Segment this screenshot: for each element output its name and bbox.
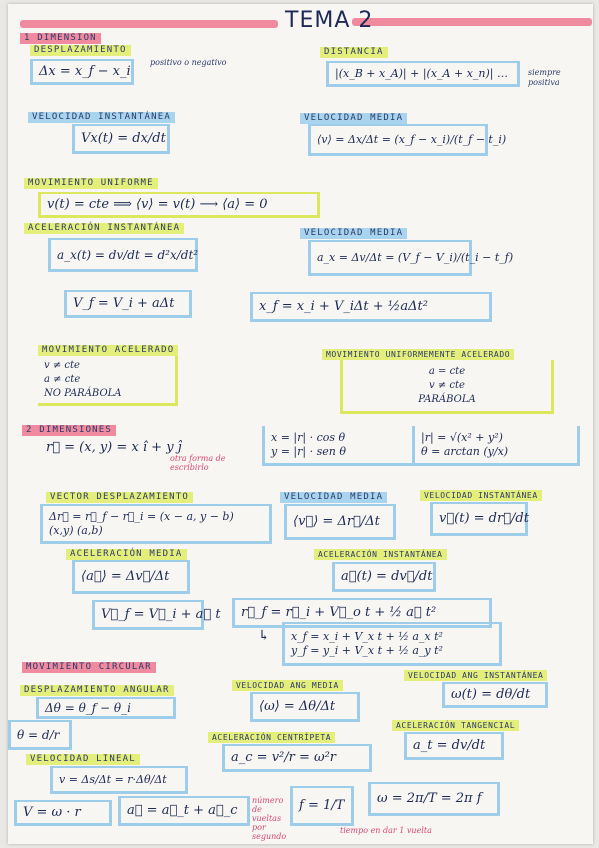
box-modulo [412,426,580,466]
note-siempre: siempre positiva [528,68,561,87]
formula-xf: x_f = x_i + V_iΔt + ½aΔt² [250,292,492,322]
label-vel-media-3: VELOCIDAD MEDIA [280,492,387,503]
modulo-r: |r| = √(x² + y²) [421,430,503,444]
ua-condition-3: PARÁBOLA [418,393,476,405]
label-desplazamiento: DESPLAZAMIENTO [30,45,131,56]
ua-condition-1: a = cte [428,365,466,377]
label-vel-ang-media: VELOCIDAD ANG MEDIA [232,680,343,691]
label-vector-desp: VECTOR DESPLAZAMIENTO [46,492,193,503]
label-acel-inst: ACELERACIÓN INSTANTÁNEA [24,223,184,234]
formula-r: r⃗ = (x, y) = x î + y ĵ [46,440,182,455]
formula-acel-media: a_x = Δv/Δt = (V_f − V_i)/(t_i − t_f) [308,240,472,276]
formula-omega-media: ⟨ω⟩ = Δθ/Δt [250,692,360,722]
box-mov-unif-acel [340,360,554,414]
vector-desp-formula: Δr⃗ = r⃗_f − r⃗_i = (x − a, y − b) [49,509,234,523]
acel-condition-3: NO PARÁBOLA [44,387,122,399]
formula-mov-uniforme: v(t) = cte ⟹ ⟨v⟩ = v(t) ⟶ ⟨a⟩ = 0 [38,192,320,218]
label-mov-unif-acel: MOVIMIENTO UNIFORMEMENTE ACELERADO [322,349,514,360]
formula-acel-centripeta: a_c = v²/r = ω²r [222,744,372,772]
formula-omega-inst: ω(t) = dθ/dt [442,682,548,708]
arrow-icon: ↳ [258,628,270,644]
formula-acel-inst: a_x(t) = dv/dt = d²x/dt² [48,238,198,272]
label-mov-acelerado: MOVIMIENTO ACELERADO [38,345,178,356]
label-vel-ang-inst: VELOCIDAD ANG INSTANTÁNEA [404,670,547,681]
acel-condition-1: v ≠ cte [44,359,80,371]
label-distancia: DISTANCIA [320,47,388,58]
formula-acel-media-2d: ⟨a⃗⟩ = Δv⃗/Δt [72,560,190,594]
label-acel-centripeta: ACELERACIÓN CENTRÍPETA [208,732,335,743]
formula-vel-media: ⟨v⟩ = Δx/Δt = (x_f − x_i)/(t_f − t_i) [308,124,488,156]
formula-vel-media-2d: ⟨v⃗⟩ = Δr⃗/Δt [284,504,396,540]
formula-vf: V_f = V_i + aΔt [64,290,192,318]
formula-yf-2d: y_f = y_i + V_x t + ½ a_y t² [291,643,443,657]
box-mov-acelerado [38,356,178,406]
formula-xf-2d: x_f = x_i + V_x t + ½ a_x t² [291,629,443,643]
section-circular: MOVIMIENTO CIRCULAR [22,662,156,673]
formula-vel-inst-2d: v⃗(t) = dr⃗/dt [430,502,528,536]
formula-vel-lineal: v = Δs/Δt = r·Δθ/Δt [50,766,188,794]
label-vel-lineal: VELOCIDAD LINEAL [26,754,140,765]
formula-vel-inst: Vx(t) = dx/dt [72,124,170,154]
label-vel-media-2: VELOCIDAD MEDIA [300,228,407,239]
label-acel-inst-2: ACELERACIÓN INSTANTÁNEA [314,549,447,560]
label-vel-inst-2: VELOCIDAD INSTANTÁNEA [420,490,542,501]
polar-x: x = |r| · cos θ [271,430,346,444]
label-vel-inst: VELOCIDAD INSTANTÁNEA [28,112,175,123]
formula-distancia: |(x_B + x_A)| + |(x_A + x_n)| … [326,61,520,87]
note-signo: positivo o negativo [150,58,227,67]
label-acel-media: ACELERACIÓN MEDIA [66,549,187,560]
section-two-dimensions: 2 DIMENSIONES [22,425,116,436]
formula-rf-2d: r⃗_f = r⃗_i + V⃗_o t + ½ a⃗ t² [232,598,492,628]
box-vector-desp [40,504,272,544]
vector-desp-points: (x,y) (a,b) [49,523,103,537]
acel-condition-2: a ≠ cte [44,373,81,385]
formula-desplazamiento: Δx = x_f − x_i [30,59,134,85]
formula-omega-period: ω = 2π/T = 2π f [368,782,500,816]
formula-dtheta: Δθ = θ_f − θ_i [36,697,176,719]
note-vueltas: número de vueltas por segundo [252,796,287,841]
polar-y: y = |r| · sen θ [271,444,346,458]
formula-acel-tangencial: a_t = dv/dt [404,732,504,760]
note-forma: otra forma de escribirlo [170,454,226,472]
formula-acel-inst-2d: a⃗(t) = dv⃗/dt [332,562,436,592]
note-tiempo: tiempo en dar 1 vuelta [340,826,432,835]
title-bar-left [20,20,278,28]
label-acel-tangencial: ACELERACIÓN TANGENCIAL [392,720,519,731]
label-mov-uniforme: MOVIMIENTO UNIFORME [24,178,158,189]
title-bar-right [352,18,592,26]
section-one-dimension: 1 DIMENSION [20,33,101,44]
box-polar [262,426,412,466]
ua-condition-2: v ≠ cte [429,379,465,391]
page-title: TEMA 2 [285,8,374,33]
formula-a-sum: a⃗ = a⃗_t + a⃗_c [118,796,250,826]
angulo-theta: θ = arctan (y/x) [421,444,509,458]
formula-v-omega-r: V = ω · r [14,800,112,826]
label-vel-media: VELOCIDAD MEDIA [300,113,407,124]
label-desp-angular: DESPLAZAMIENTO ANGULAR [20,685,174,696]
box-components [282,622,502,666]
formula-theta: θ = d/r [8,720,72,750]
formula-frequency: f = 1/T [290,786,354,826]
formula-vf-2d: V⃗_f = V⃗_i + a⃗ t [92,600,204,630]
